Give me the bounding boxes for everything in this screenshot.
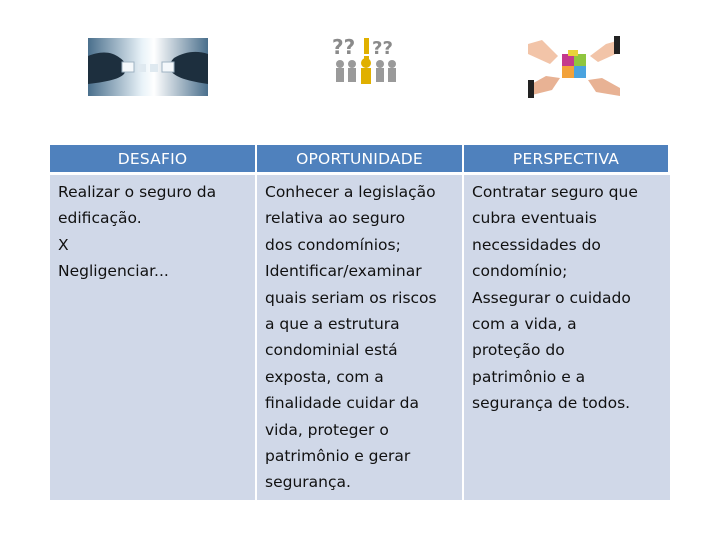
puzzle-pieces-hands-icon: [528, 36, 620, 98]
puzzle-hands-icon: [88, 38, 208, 96]
header-perspectiva: PERSPECTIVA: [464, 145, 670, 175]
svg-text:??: ??: [332, 36, 356, 59]
question-people-icon: [330, 36, 402, 88]
cell-perspectiva: Contratar seguro que cubra eventuais necessidades do condomínio; Assegurar o cuidado com a vida, a proteção do patrimônio e a segurança de todos.: [464, 175, 670, 500]
comparison-table: [50, 145, 670, 500]
header-desafio: DESAFIO: [50, 145, 257, 175]
header-oportunidade: OPORTUNIDADE: [257, 145, 464, 175]
svg-text:??: ??: [372, 38, 393, 59]
cell-oportunidade: Conhecer a legislação relativa ao seguro dos condomínios; Identificar/examinar quais seriam os riscos a que a estrutura condominial está exposta, com a finalidade cuidar da vida, proteger o patrimônio e gerar segurança.: [257, 175, 464, 500]
cell-desafio: Realizar o seguro da edificação. X Negligenciar...: [50, 175, 257, 500]
